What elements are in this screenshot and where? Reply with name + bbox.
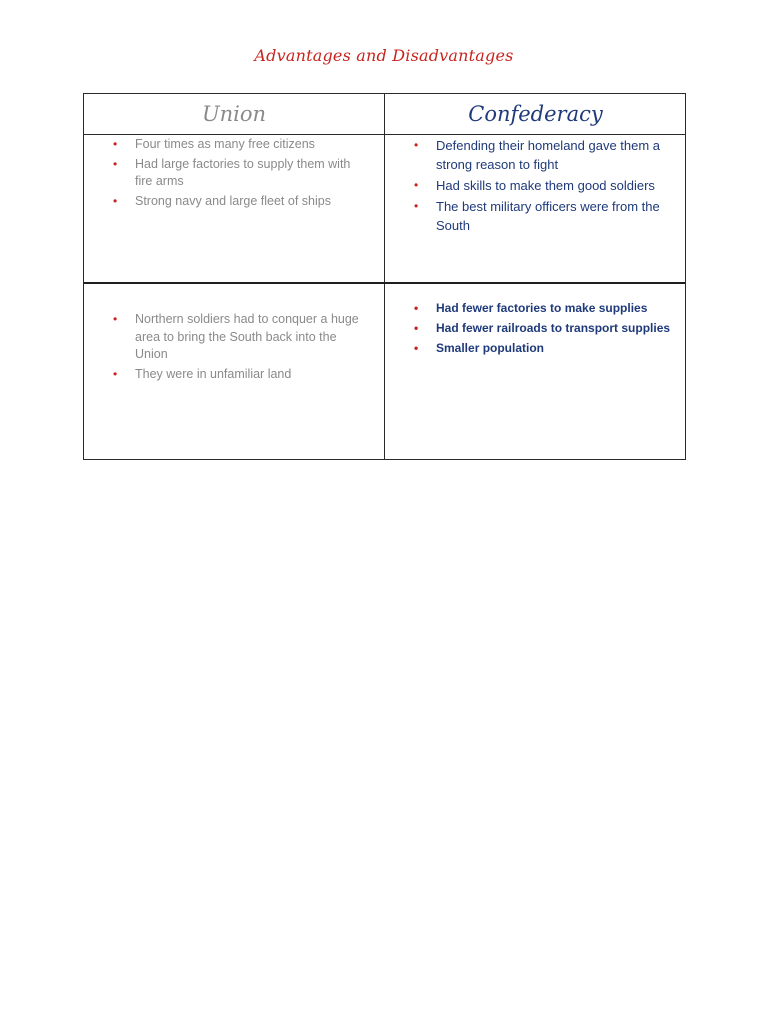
list-item-text: Strong navy and large fleet of ships	[135, 193, 331, 208]
list-item-text: Had fewer factories to make supplies	[436, 301, 648, 315]
list-item	[108, 366, 368, 384]
list-item	[409, 197, 684, 235]
list-item-text: Had skills to make them good soldiers	[436, 178, 655, 193]
bullet-dot-icon: •	[414, 321, 419, 335]
list-item	[409, 319, 684, 337]
list-item-text: Had fewer railroads to transport supplies	[436, 321, 671, 335]
comparison-table	[83, 93, 686, 460]
list-item	[409, 339, 684, 357]
list-item-text: They were in unfamiliar land	[135, 366, 292, 381]
list-item	[108, 156, 368, 191]
bullet-dot-icon: •	[113, 193, 118, 208]
header-divider	[84, 134, 685, 135]
list-item-text: Had large factories to supply them with fire arms	[135, 156, 351, 188]
column-divider	[384, 94, 385, 459]
bullet-dot-icon: •	[414, 199, 419, 213]
union-advantages-list	[108, 136, 368, 210]
bullet-dot-icon: •	[113, 137, 118, 151]
bullet-dot-icon: •	[113, 366, 118, 381]
union-advantages-cell	[108, 136, 368, 212]
document-title: Advantages and Disadvantages	[254, 46, 514, 65]
confederacy-header: Confederacy	[468, 102, 603, 126]
list-item	[409, 299, 684, 317]
confederacy-disadvantages-cell	[409, 299, 684, 359]
list-item-text: The best military officers were from the South	[436, 199, 660, 233]
confederacy-advantages-list	[409, 136, 684, 235]
bullet-dot-icon: •	[414, 138, 419, 152]
union-disadvantages-list	[108, 311, 368, 383]
bullet-dot-icon: •	[113, 312, 118, 326]
list-item-text: Four times as many free citizens	[135, 137, 315, 151]
union-disadvantages-cell	[108, 311, 368, 385]
bullet-dot-icon: •	[414, 341, 419, 355]
bullet-dot-icon: •	[414, 301, 419, 315]
bullet-dot-icon: •	[414, 178, 419, 192]
list-item-text: Smaller population	[436, 341, 545, 355]
list-item	[108, 311, 368, 364]
union-header: Union	[201, 102, 267, 126]
bullet-dot-icon: •	[113, 156, 118, 171]
list-item-text: Northern soldiers had to conquer a huge area to bring the South back into the Union	[135, 312, 359, 361]
row-divider	[84, 282, 685, 284]
list-item-text: Defending their homeland gave them a strong reason to fight	[436, 138, 661, 172]
list-item	[108, 193, 368, 211]
list-item	[108, 136, 368, 154]
list-item	[409, 136, 684, 174]
confederacy-disadvantages-list	[409, 299, 684, 357]
confederacy-advantages-cell	[409, 136, 684, 237]
list-item	[409, 176, 684, 195]
